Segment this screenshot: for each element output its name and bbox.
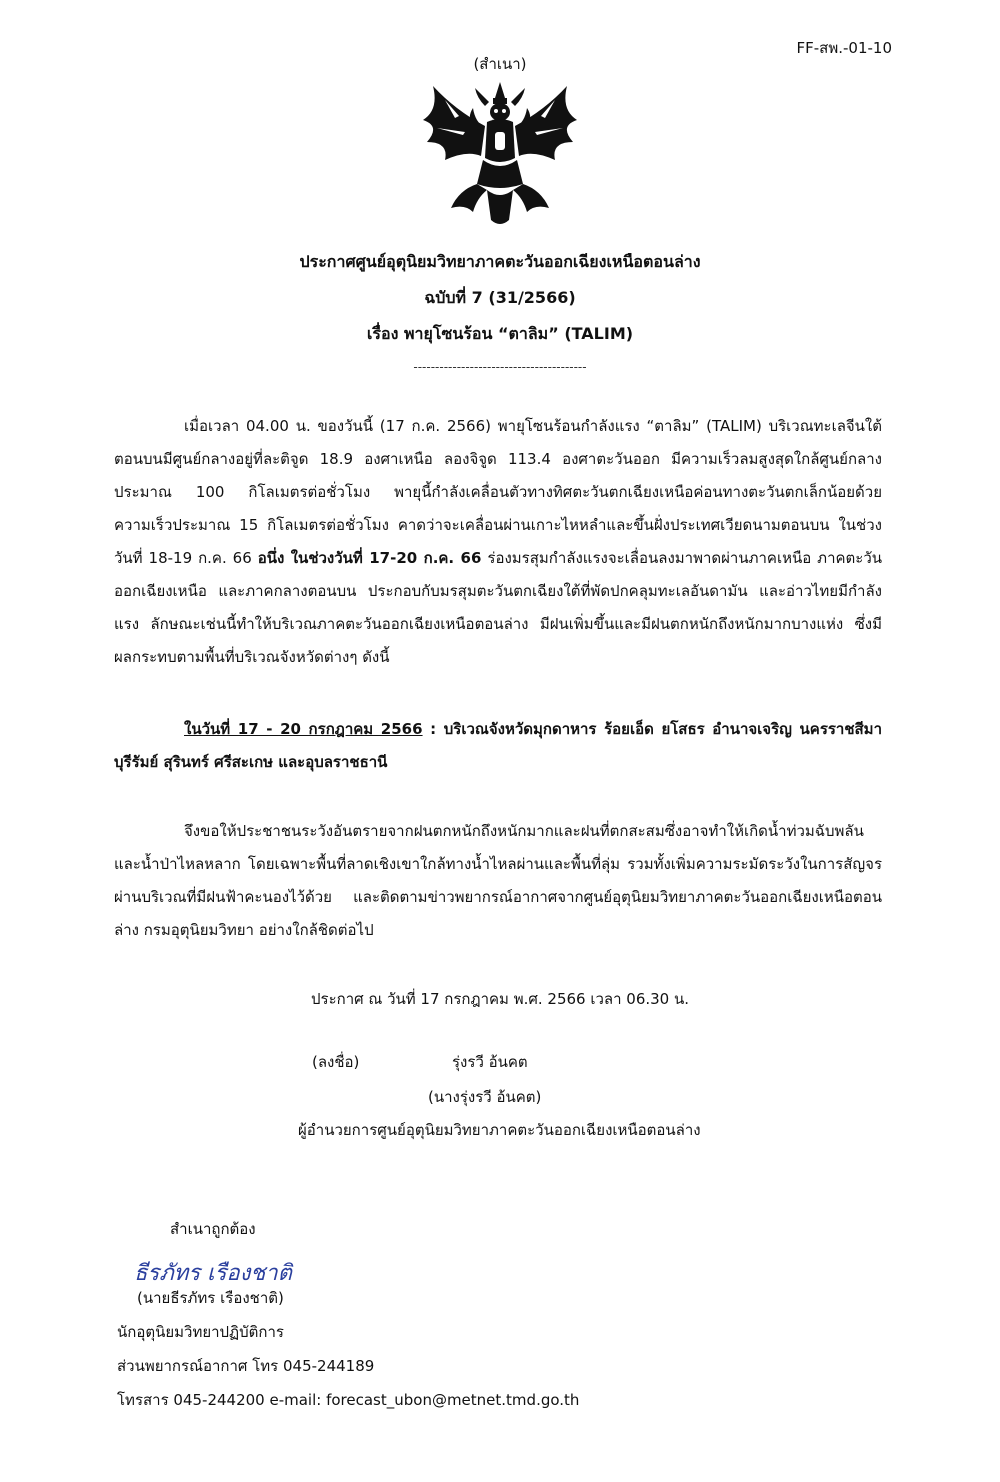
paragraph-1-text-b: ร่องมรสุมกำลังแรงจะเลื่อนลงมาพาดผ่านภาคเหนือ ภาคตะวันออกเฉียงเหนือ และภาคกลางตอนบน ประกอบกับมรสุมตะวันตกเฉียงใต้ที่พัดปกคลุมทะเลอันดามัน และอ่าวไทยมีกำลังแรง ลักษณะเช่นนี้ทำให้บริเวณภาคตะวันออกเฉียงเหนือตอนล่าง มีฝนเพิ่มขึ้นและมีฝนตกหนักถึงหนักมากบางแห่ง ซึ่งมีผลกระทบตามพื้นที่บริเวณจังหวัดต่างๆ ดังนี้: [114, 549, 883, 666]
affected-provinces: : บริเวณจังหวัดมุกดาหาร ร้อยเอ็ด ยโสธร อำนาจเจริญ นครราชสีมา บุรีรัมย์ สุรินทร์ ศรีสะเกษ และอุบลราชธานี: [114, 720, 882, 771]
certified-copy-label: สำเนาถูกต้อง: [170, 1220, 256, 1238]
body-paragraph-2: [114, 713, 882, 779]
body-paragraph-3: [114, 815, 882, 947]
signer-full-name: (นางรุ่งรวี อ้นคต): [428, 1088, 542, 1106]
garuda-emblem-icon: [415, 80, 585, 230]
divider-rule: ----------------------------------------: [413, 360, 587, 374]
form-code: FF-สพ.-01-10: [796, 39, 892, 57]
certifier-name: (นายธีรภัทร เรืองชาติ): [137, 1289, 284, 1307]
warning-text: จึงขอให้ประชาชนระวังอันตรายจากฝนตกหนักถึงหนักมากและฝนที่ตกสะสมซึ่งอาจทำให้เกิดน้ำท่วมฉับพลันและน้ำป่าไหลหลาก โดยเฉพาะพื้นที่ลาดเชิงเขาใกล้ทางน้ำไหลผ่านและพื้นที่ลุ่ม รวมทั้งเพิ่มความระมัดระวังในการสัญจรผ่านบริเวณที่มีฝนฟ้าคะนองไว้ด้วย และติดตามข่าวพยากรณ์อากาศจากศูนย์อุตุนิยมวิทยาภาคตะวันออกเฉียงเหนือตอนล่าง กรมอุตุนิยมวิทยา อย่างใกล้ชิดต่อไป: [114, 822, 882, 939]
announcement-date: ประกาศ ณ วันที่ 17 กรกฎาคม พ.ศ. 2566 เวลา 06.30 น.: [310, 990, 690, 1008]
announcement-subject: เรื่อง พายุโซนร้อน “ตาลิม” (TALIM): [366, 324, 634, 343]
handwritten-signature: ธีรภัทร เรืองชาติ: [134, 1261, 292, 1286]
body-paragraph-1: [114, 410, 882, 674]
signer-name: รุ่งรวี อ้นคต: [452, 1053, 528, 1071]
signer-title: ผู้อำนวยการศูนย์อุตุนิยมวิทยาภาคตะวันออกเฉียงเหนือตอนล่าง: [298, 1121, 701, 1139]
department-phone: ส่วนพยากรณ์อากาศ โทร 045-244189: [117, 1357, 375, 1375]
announcement-number: ฉบับที่ 7 (31/2566): [424, 288, 576, 307]
signed-label: (ลงชื่อ): [312, 1053, 360, 1071]
announcement-title: ประกาศศูนย์อุตุนิยมวิทยาภาคตะวันออกเฉียงเหนือตอนล่าง: [299, 252, 701, 271]
certifier-position: นักอุตุนิยมวิทยาปฏิบัติการ: [117, 1323, 284, 1341]
fax-email: โทรสาร 045-244200 e-mail: forecast_ubon@metnet.tmd.go.th: [117, 1391, 580, 1409]
affected-date: ในวันที่ 17 - 20 กรกฎาคม 2566: [184, 720, 423, 738]
paragraph-1-bold: อนึ่ง ในช่วงวันที่ 17-20 ก.ค. 66: [257, 549, 482, 567]
copy-label: (สำเนา): [473, 55, 527, 73]
paragraph-1-text-a: เมื่อเวลา 04.00 น. ของวันนี้ (17 ก.ค. 2566) พายุโซนร้อนกำลังแรง “ตาลิม” (TALIM) บริเวณทะเลจีนใต้ตอนบนมีศูนย์กลางอยู่ที่ละติจูด 18.9 องศาเหนือ ลองจิจูด 113.4 องศาตะวันออก มีความเร็วลมสูงสุดใกล้ศูนย์กลางประมาณ 100 กิโลเมตรต่อชั่วโมง พายุนี้กำลังเคลื่อนตัวทางทิศตะวันตกเฉียงเหนือค่อนทางตะวันตกเล็กน้อยด้วยความเร็วประมาณ 15 กิโลเมตรต่อชั่วโมง คาดว่าจะเคลื่อนผ่านเกาะไหหลำและขึ้นฝั่งประเทศเวียดนามตอนบน ในช่วงวันที่ 18-19 ก.ค. 66: [114, 417, 882, 567]
